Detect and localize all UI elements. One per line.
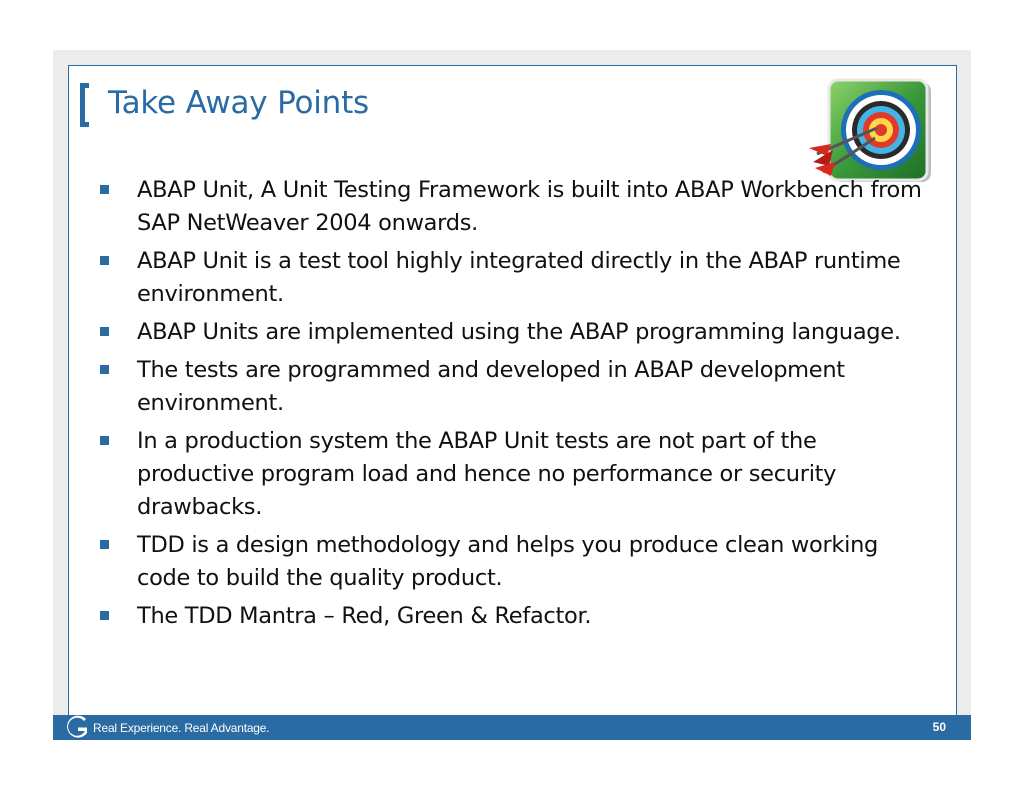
- bullet-square-icon: [100, 256, 109, 265]
- bullet-square-icon: [100, 327, 109, 336]
- company-logo-icon: [65, 715, 89, 740]
- list-item: [100, 600, 930, 633]
- bullet-square-icon: [100, 185, 109, 194]
- bullet-list: [100, 174, 930, 638]
- bullet-text: ABAP Unit is a test tool highly integrated directly in the ABAP runtime environment.: [137, 248, 901, 307]
- bullet-square-icon: [100, 365, 109, 374]
- bullet-square-icon: [100, 436, 109, 445]
- list-item: [100, 425, 930, 524]
- bullet-text: TDD is a design methodology and helps you produce clean working code to build the quality product.: [137, 532, 879, 591]
- list-item: [100, 245, 930, 311]
- bullet-text: In a production system the ABAP Unit tests are not part of the productive program load and hence no performance or security drawbacks.: [137, 428, 837, 520]
- bullet-square-icon: [100, 540, 109, 549]
- list-item: [100, 354, 930, 420]
- bullet-text: The tests are programmed and developed in ABAP development environment.: [137, 357, 845, 416]
- page-number: 50: [932, 720, 946, 734]
- list-item: [100, 316, 930, 349]
- footer-tagline: Real Experience. Real Advantage.: [93, 721, 270, 735]
- list-item: [100, 174, 930, 240]
- slide-title: Take Away Points: [108, 85, 369, 121]
- dartboard-target-icon: [809, 78, 935, 186]
- bullet-square-icon: [100, 611, 109, 620]
- list-item: [100, 529, 930, 595]
- title-bracket: [80, 83, 89, 127]
- slide-footer: [53, 715, 971, 740]
- bullet-text: The TDD Mantra – Red, Green & Refactor.: [137, 603, 592, 629]
- bullet-text: ABAP Units are implemented using the ABAP programming language.: [137, 319, 901, 345]
- bullet-text: ABAP Unit, A Unit Testing Framework is built into ABAP Workbench from SAP NetWeaver 2004 onwards.: [137, 177, 922, 236]
